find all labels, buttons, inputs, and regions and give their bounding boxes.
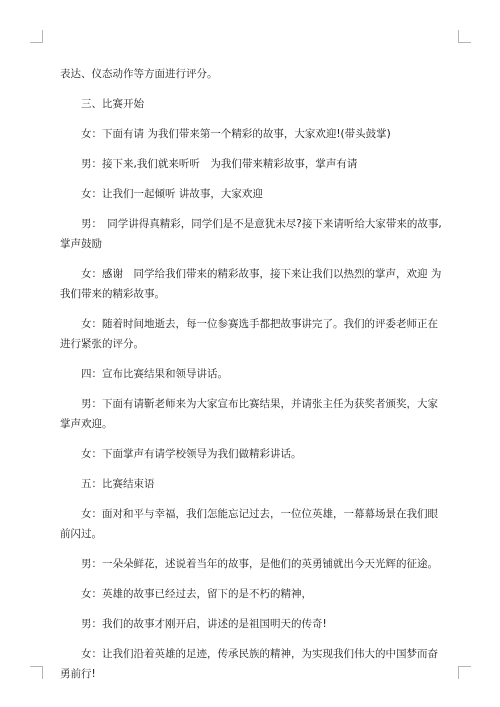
section-heading: 五：比赛结束语 <box>81 478 155 490</box>
paragraph: 女：下面掌声有请学校领导为我们做精彩讲话。 <box>81 448 302 460</box>
section-heading: 三、比赛开始 <box>81 98 144 110</box>
paragraph: 女：英雄的故事已经过去，留下的是不朽的精神， <box>81 588 312 600</box>
paragraph: 男：我们的故事才刚开启，讲述的是祖国明天的传奇! <box>81 618 327 630</box>
paragraph: 女：下面有请 为我们带来第一个精彩的故事，大家欢迎!(带头鼓掌) <box>81 128 391 140</box>
paragraph: 女：面对和平与幸福，我们怎能忘记过去，一位位英雄，一幕幕场景在我们眼前闪过。 <box>60 508 438 540</box>
corner-mark-bottom-left <box>30 666 43 679</box>
paragraph: 女：让我们沿着英雄的足迹，传承民族的精神，为实现我们伟大的中国梦而奋勇前行! <box>60 648 438 680</box>
paragraph: 女：让我们一起倾听 讲故事，大家欢迎 <box>81 188 263 200</box>
paragraph: 男： 同学讲得真精彩，同学们是不是意犹未尽?接下来请听给大家带来的故事,掌声鼓励 <box>60 218 442 250</box>
paragraph: 女：感谢 同学给我们带来的精彩故事，接下来让我们以热烈的掌声，欢迎 为我们带来的精彩故事。 <box>60 268 442 300</box>
corner-mark-bottom-right <box>458 666 471 679</box>
section-heading: 四：宣布比赛结果和领导讲话。 <box>81 368 228 380</box>
document-body <box>60 64 446 684</box>
paragraph: 男：下面有请靳老师来为大家宣布比赛结果，并请张主任为获奖者颁奖，大家掌声欢迎。 <box>60 398 438 430</box>
corner-mark-top-left <box>30 30 43 43</box>
paragraph: 男：接下来,我们就来听听 为我们带来精彩故事，掌声有请 <box>81 158 358 170</box>
corner-mark-top-right <box>458 30 471 43</box>
paragraph: 表达、仪态动作等方面进行评分。 <box>60 68 218 80</box>
paragraph: 男：一朵朵鲜花，述说着当年的故事，是他们的英勇铺就出今天光辉的征途。 <box>81 558 438 570</box>
paragraph: 女：随着时间地逝去，每一位参赛选手都把故事讲完了。我们的评委老师正在进行紧张的评分。 <box>60 318 438 350</box>
